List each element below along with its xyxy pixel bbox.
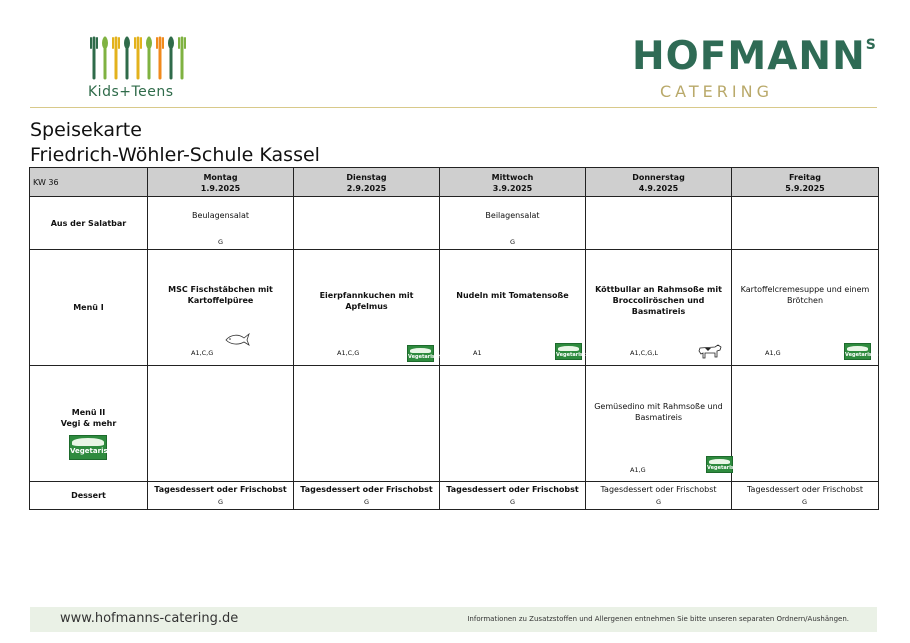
dish-text: Kartoffelcremesuppe und einem Brötchen <box>740 285 870 305</box>
day-header-wednesday <box>440 168 586 197</box>
dish-text: Tagesdessert oder Frischobst <box>300 485 433 494</box>
allergen-text: G <box>364 498 370 506</box>
dessert-row <box>30 482 879 510</box>
salad-cell-friday <box>732 197 879 250</box>
menu2-row <box>30 366 879 482</box>
menu-table <box>29 167 879 510</box>
day-date: 2.9.2025 <box>346 184 387 193</box>
menu2-cell-monday <box>148 366 294 482</box>
veg-badge-label: Vegetarisch <box>408 354 442 360</box>
menu2-cell-wednesday <box>440 366 586 482</box>
week-label: KW 36 <box>30 168 148 197</box>
allergen-text: A1,G <box>765 349 781 357</box>
footer-bar <box>30 607 877 632</box>
day-date: 1.9.2025 <box>200 184 241 193</box>
hofmanns-catering-logo <box>628 34 877 104</box>
allergen-text: A1,C,G <box>191 349 214 357</box>
vegetarian-badge-icon <box>407 345 442 362</box>
day-name: Mittwoch <box>491 173 534 182</box>
allergen-text: G <box>218 498 224 506</box>
menu2-label-line1: Menü II <box>71 408 106 417</box>
dish-text: Beilagensalat <box>485 211 540 220</box>
allergen-text: G <box>656 498 662 506</box>
allergen-text: G <box>510 238 516 246</box>
row-label-salad: Aus der Salatbar <box>30 197 148 250</box>
allergen-text: A1,G <box>630 466 646 474</box>
salad-cell-monday <box>148 197 294 250</box>
dish-text: MSC Fischstäbchen mit Kartoffelpüree <box>168 285 273 305</box>
dessert-cell-monday <box>148 482 294 510</box>
day-date: 3.9.2025 <box>492 184 533 193</box>
day-date: 4.9.2025 <box>638 184 679 193</box>
menu1-cell-tuesday <box>294 250 440 366</box>
menu1-row <box>30 250 879 366</box>
day-header-tuesday <box>294 168 440 197</box>
menu2-cell-thursday <box>586 366 741 482</box>
kids-teens-text: Kids+Teens <box>88 84 174 100</box>
menu2-cell-tuesday <box>294 366 440 482</box>
dish-text: Beulagensalat <box>191 211 249 220</box>
salad-cell-wednesday <box>440 197 586 250</box>
veg-badge-label: Vegetarisch <box>707 465 741 471</box>
day-date: 5.9.2025 <box>785 184 825 193</box>
veg-badge-label: Vegetarisch <box>556 352 590 358</box>
kids-teens-logo <box>86 34 196 104</box>
menu1-cell-friday <box>732 250 879 366</box>
dessert-cell-friday <box>732 482 879 510</box>
page-title: Speisekarte <box>30 119 142 141</box>
dessert-cell-tuesday <box>294 482 440 510</box>
dish-text: Nudeln mit Tomatensoße <box>456 291 569 300</box>
fish-icon <box>224 331 250 347</box>
cow-icon <box>697 343 723 360</box>
allergen-text: A1,C,G,L <box>630 349 658 357</box>
header-row <box>30 168 879 197</box>
dish-text: Tagesdessert oder Frischobst <box>746 485 864 494</box>
day-name: Donnerstag <box>632 173 685 182</box>
vegetarian-badge-icon <box>844 343 879 360</box>
allergen-info-note: Informationen zu Zusatzstoffen und Allergenen entnehmen Sie bitte unseren separaten Ordnern/Aushängen. <box>467 615 849 623</box>
allergen-text: A1,C,G <box>337 349 360 357</box>
allergen-text: G <box>218 238 224 246</box>
menu2-cell-friday <box>732 366 879 482</box>
day-name: Freitag <box>788 173 821 182</box>
vegetarian-badge-icon <box>69 435 117 460</box>
row-label-menu1: Menü I <box>30 250 148 366</box>
day-name: Montag <box>203 173 238 182</box>
menu1-cell-thursday <box>586 250 732 366</box>
vegetarian-badge-icon <box>706 456 741 473</box>
menu1-cell-wednesday <box>440 250 590 366</box>
menu2-label-line2: Vegi & mehr <box>60 419 117 428</box>
allergen-text: G <box>802 498 808 506</box>
header-divider <box>30 107 877 108</box>
dish-text: Eierpfannkuchen mit Apfelmus <box>319 291 414 311</box>
dessert-cell-thursday <box>586 482 732 510</box>
day-header-friday <box>732 168 879 197</box>
row-label-menu2 <box>30 366 148 482</box>
row-label-dessert: Dessert <box>30 482 148 510</box>
veg-badge-label: Vegetarisch <box>70 447 117 455</box>
salad-cell-thursday <box>586 197 732 250</box>
salad-cell-tuesday <box>294 197 440 250</box>
allergen-text: A1 <box>473 349 482 357</box>
allergen-text: G <box>510 498 516 506</box>
school-name: Friedrich-Wöhler-Schule Kassel <box>30 144 320 166</box>
utensils-icon <box>88 34 192 80</box>
website-link[interactable]: www.hofmanns-catering.de <box>60 611 239 626</box>
dish-text: Tagesdessert oder Frischobst <box>446 485 579 494</box>
veg-badge-label: Vegetarisch <box>845 352 879 358</box>
vegetarian-badge-icon <box>555 343 590 360</box>
salad-row <box>30 197 879 250</box>
dessert-cell-wednesday <box>440 482 586 510</box>
dish-text: Köttbullar an Rahmsoße mit Broccoliröschen und Basmatireis <box>595 285 722 316</box>
brand-name: $HOFMANN^S$ <box>632 34 877 79</box>
day-header-thursday <box>586 168 732 197</box>
dish-text: Tagesdessert oder Frischobst <box>600 485 717 494</box>
brand-subtitle: CATERING <box>660 82 773 101</box>
day-header-monday <box>148 168 294 197</box>
day-name: Dienstag <box>346 173 387 182</box>
dish-text: Gemüsedino mit Rahmsoße und Basmatireis <box>594 402 723 422</box>
menu1-cell-monday <box>148 250 294 366</box>
dish-text: Tagesdessert oder Frischobst <box>154 485 287 494</box>
